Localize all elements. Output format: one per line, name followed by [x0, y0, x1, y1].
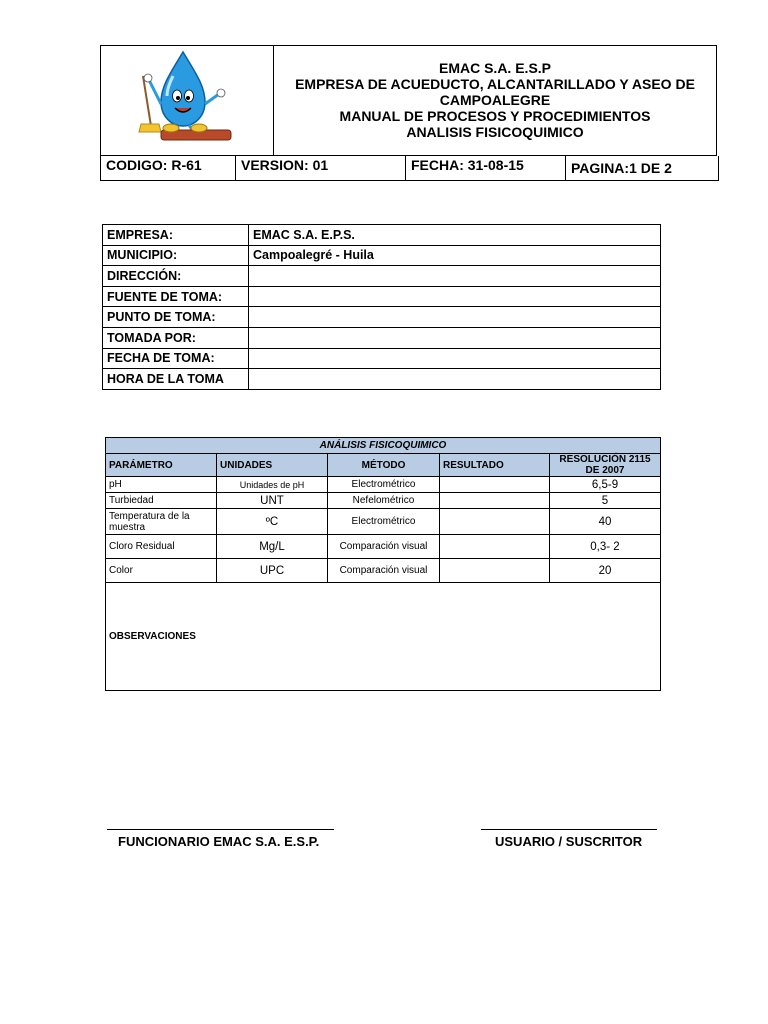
analysis-table — [105, 437, 661, 691]
company-info-label: EMPRESA: — [103, 225, 249, 246]
metodo-cell: Nefelométrico — [328, 493, 440, 509]
parametro-cell: pH — [106, 477, 217, 493]
document-header — [100, 45, 717, 156]
unidades-cell: UPC — [217, 559, 328, 583]
unidades-cell: UNT — [217, 493, 328, 509]
unidades-cell: Unidades de pH — [217, 477, 328, 493]
metodo-cell: Electrométrico — [328, 477, 440, 493]
company-info-row — [103, 348, 661, 369]
unidades-cell: Mg/L — [217, 535, 328, 559]
company-info-value[interactable] — [249, 369, 661, 390]
header-unidades: UNIDADES — [217, 454, 328, 477]
metodo-cell: Comparación visual — [328, 559, 440, 583]
company-info-row — [103, 266, 661, 287]
resolucion-cell: 6,5-9 — [550, 477, 661, 493]
company-info-row — [103, 225, 661, 246]
company-info-value[interactable] — [249, 327, 661, 348]
resultado-cell[interactable] — [440, 477, 550, 493]
header-parametro: PARÁMETRO — [106, 454, 217, 477]
metodo-cell: Electrométrico — [328, 509, 440, 535]
header-resolucion: RESOLUCIÓN 2115 DE 2007 — [550, 454, 661, 477]
codigo-field: CODIGO: R-61 — [106, 157, 202, 173]
company-info-table — [102, 224, 661, 390]
resolucion-cell: 0,3- 2 — [550, 535, 661, 559]
header-metodo: MÉTODO — [328, 454, 440, 477]
version-field: VERSION: 01 — [235, 156, 405, 180]
company-info-label: DIRECCIÓN: — [103, 266, 249, 287]
document-info-bar — [100, 156, 719, 181]
parametro-cell: Temperatura de la muestra — [106, 509, 217, 535]
header-resultado: RESULTADO — [440, 454, 550, 477]
parametro-cell: Cloro Residual — [106, 535, 217, 559]
company-info-label: HORA DE LA TOMA — [103, 369, 249, 390]
analysis-title-row — [106, 438, 661, 454]
company-info-value[interactable] — [249, 307, 661, 328]
company-info-value[interactable] — [249, 348, 661, 369]
analysis-row — [106, 559, 661, 583]
resultado-cell[interactable] — [440, 493, 550, 509]
observaciones-label: OBSERVACIONES — [106, 583, 661, 691]
company-info-value[interactable]: EMAC S.A. E.P.S. — [249, 225, 661, 246]
header-line-manual: MANUAL DE PROCESOS Y PROCEDIMIENTOS — [339, 108, 651, 124]
header-line-full-name: EMPRESA DE ACUEDUCTO, ALCANTARILLADO Y ASEO DE CAMPOALEGRE — [295, 76, 695, 108]
analysis-row — [106, 493, 661, 509]
resolucion-cell: 40 — [550, 509, 661, 535]
analysis-row — [106, 509, 661, 535]
company-info-value[interactable] — [249, 286, 661, 307]
company-info-label: FUENTE DE TOMA: — [103, 286, 249, 307]
resultado-cell[interactable] — [440, 509, 550, 535]
signature-label-right: USUARIO / SUSCRITOR — [495, 834, 643, 849]
resultado-cell[interactable] — [440, 559, 550, 583]
analysis-row — [106, 535, 661, 559]
water-drop-mascot-icon — [101, 46, 273, 155]
analysis-header-row — [106, 454, 661, 477]
resolucion-cell: 5 — [550, 493, 661, 509]
company-info-row — [103, 307, 661, 328]
unidades-cell: ºC — [217, 509, 328, 535]
parametro-cell: Turbiedad — [106, 493, 217, 509]
resolucion-cell: 20 — [550, 559, 661, 583]
fecha-field: FECHA: 31-08-15 — [405, 156, 565, 180]
company-info-value[interactable]: Campoalegré - Huila — [249, 245, 661, 266]
signature-label-left: FUNCIONARIO EMAC S.A. E.S.P. — [118, 834, 320, 849]
company-info-row — [103, 245, 661, 266]
signature-line-right — [481, 829, 657, 830]
header-line-document: ANALISIS FISICOQUIMICO — [406, 124, 584, 140]
header-line-company: EMAC S.A. E.S.P — [438, 60, 552, 76]
parametro-cell: Color — [106, 559, 217, 583]
company-info-row — [103, 369, 661, 390]
pagina-field: PAGINA:1 DE 2 — [565, 156, 718, 180]
header-title-block — [274, 60, 716, 140]
metodo-cell: Comparación visual — [328, 535, 440, 559]
company-info-row — [103, 286, 661, 307]
company-info-row — [103, 327, 661, 348]
analysis-title: ANÁLISIS FISICOQUIMICO — [106, 438, 661, 454]
company-info-label: PUNTO DE TOMA: — [103, 307, 249, 328]
company-info-value[interactable] — [249, 266, 661, 287]
analysis-row — [106, 477, 661, 493]
signature-line-left — [107, 829, 334, 830]
observaciones-row — [106, 583, 661, 691]
company-logo — [101, 46, 274, 155]
company-info-label: TOMADA POR: — [103, 327, 249, 348]
company-info-label: MUNICIPIO: — [103, 245, 249, 266]
company-info-label: FECHA DE TOMA: — [103, 348, 249, 369]
resultado-cell[interactable] — [440, 535, 550, 559]
